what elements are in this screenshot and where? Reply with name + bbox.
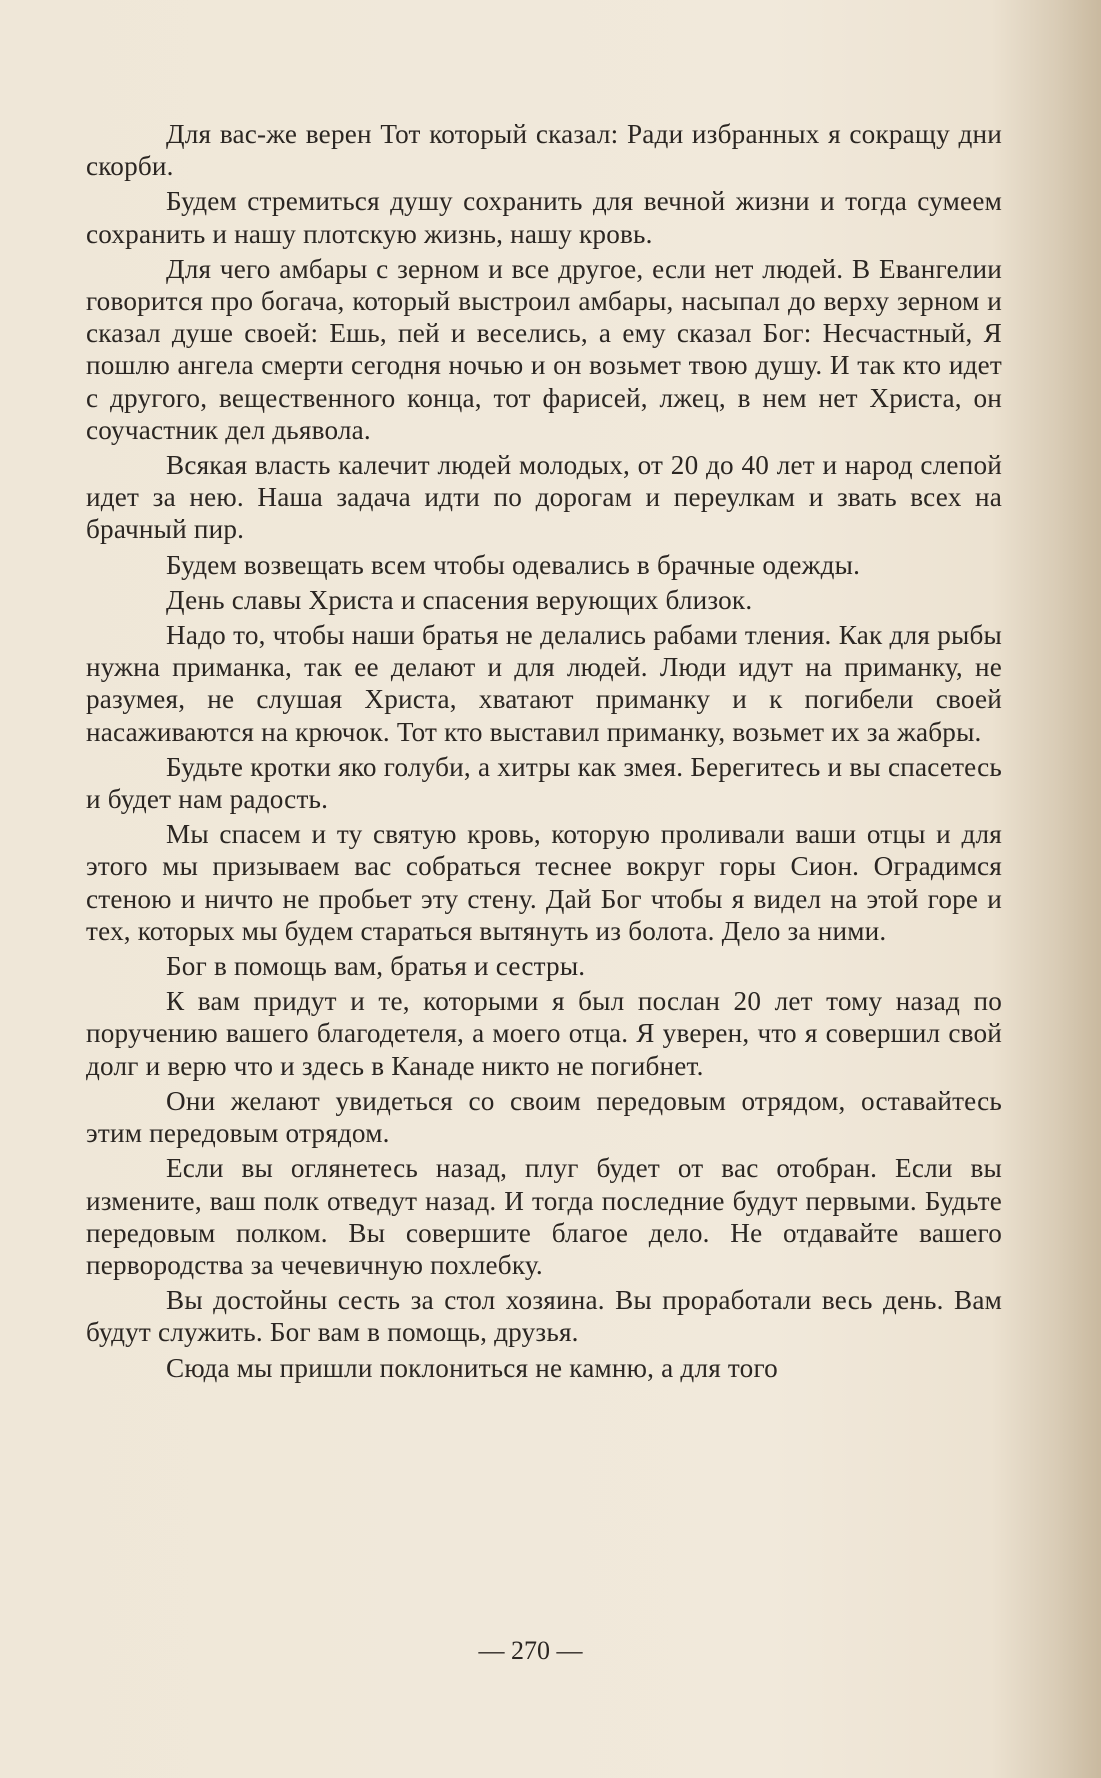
paragraph: Будьте кротки яко голуби, а хитры как змея. Берегитесь и вы спасетесь и будет нам радость. [86,751,1002,815]
page-number [0,1636,1101,1666]
paragraph: День славы Христа и спасения верующих близок. [166,584,753,615]
paragraph: Мы спасем и ту святую кровь, которую проливали ваши отцы и для этого мы призываем вас собраться теснее вокруг горы Сион. Оградимся стеною и ничто не пробьет эту стену. Дай Бог чтобы я видел на этой горе и тех, которых мы будем стараться вытянуть из болота. Дело за ними. [86,819,1002,946]
paragraph: Если вы оглянетесь назад, плуг будет от вас отобран. Если вы измените, ваш полк отведут назад. И тогда последние будут первыми. Будьте передовым полком. Вы совершите благое дело. Не отдавайте вашего первородства за чечевичную похлебку. [86,1153,1002,1280]
paragraph: Для вас-же верен Тот который сказал: Ради избранных я сокращу дни скорби. [86,119,1002,182]
paragraph: Будем возвещать всем чтобы одевались в брачные одежды. [166,549,861,580]
paragraph: Всякая власть калечит людей молодых, от 20 до 40 лет и народ слепой идет за нею. Наша задача идти по дорогам и переулкам и звать всех на брачный пир. [86,450,1002,545]
paragraph: Будем стремиться душу сохранить для вечной жизни и тогда сумеем сохранить и нашу плотскую жизнь, нашу кровь. [86,186,1002,249]
page-number-text: — 270 — [478,1636,583,1665]
paragraph: Сюда мы пришли поклониться не камню, а для того [166,1352,778,1383]
paragraph: Для чего амбары с зерном и все другое, если нет людей. В Евангелии говорится про богача, который выстроил амбары, насыпал до верху зерном и сказал душе своей: Ешь, пей и веселись, а ему сказал Бог: Несчастный, Я пошлю ангела смерти сегодня ночью и он возьмет твою душу. И так кто идет с другого, вещественного конца, тот фарисей, лжец, в нем нет Христа, он соучастник дел дьявола. [86,253,1002,445]
paragraph: К вам придут и те, которыми я был послан 20 лет тому назад по поручению вашего благодетеля, а моего отца. Я уверен, что я совершил свой долг и верю что и здесь в Канаде никто не погибнет. [86,986,1002,1081]
paragraph: Бог в помощь вам, братья и сестры. [166,951,586,982]
paragraph: Надо то, чтобы наши братья не делались рабами тления. Как для рыбы нужна приманка, так ее делают и для людей. Люди идут на приманку, не разумея, не слушая Христа, хватают приманку и к погибели своей насаживаются на крючок. Тот кто выставил приманку, возьмет их за жабры. [86,620,1002,747]
paragraph: Вы достойны сесть за стол хозяина. Вы проработали весь день. Вам будут служить. Бог вам в помощь, друзья. [86,1285,1002,1348]
paragraph: Они желают увидеться со своим передовым отрядом, оставайтесь этим передовым отрядом. [86,1085,1002,1149]
body-text [86,118,1002,1384]
